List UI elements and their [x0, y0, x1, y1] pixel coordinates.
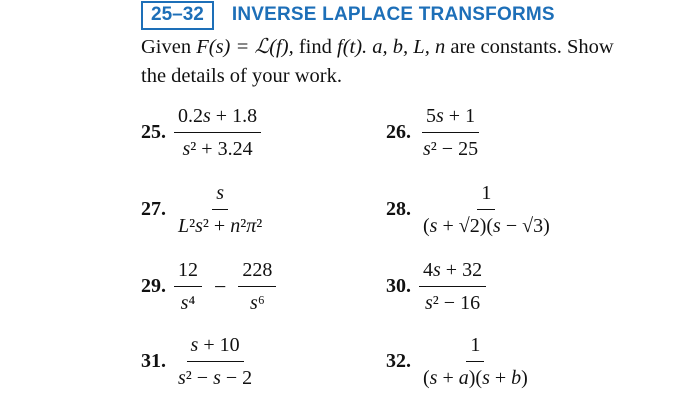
operator: − [214, 273, 227, 299]
problem-fraction [419, 332, 532, 391]
instructions [141, 33, 686, 91]
denominator: s² − 16 [425, 292, 481, 314]
denominator: s⁶ [250, 292, 265, 314]
problem-fraction [419, 103, 482, 162]
problem-32 [386, 332, 534, 391]
problem-fraction [174, 103, 261, 162]
numerator: 1 [477, 180, 495, 210]
numerator: 4s + 32 [419, 257, 486, 287]
problem-fraction-term2 [238, 257, 276, 316]
problem-fraction [174, 180, 266, 239]
problem-fraction [174, 332, 256, 391]
section-header [141, 0, 555, 30]
instr-consts: a, b, L, n [372, 36, 446, 58]
numerator: 12 [174, 257, 202, 287]
denominator: s² + 3.24 [182, 138, 253, 160]
numerator: 228 [238, 257, 276, 287]
problem-number: 30. [386, 275, 411, 297]
problem-number: 29. [141, 275, 166, 297]
problem-fraction-term1 [174, 257, 202, 316]
problem-number: 28. [386, 198, 411, 220]
numerator: 5s + 1 [422, 103, 479, 133]
problem-30 [386, 257, 488, 316]
numerator: 1 [466, 332, 484, 362]
numerator: s + 10 [187, 332, 244, 362]
problem-number: 32. [386, 350, 411, 372]
section-range: 25–32 [141, 1, 214, 30]
denominator: s⁴ [180, 292, 196, 314]
problem-27 [141, 180, 268, 239]
problem-fraction [419, 180, 554, 239]
problem-26 [386, 103, 484, 162]
problem-29 [141, 257, 278, 316]
problem-31 [141, 332, 258, 391]
denominator: s² − s − 2 [178, 367, 253, 389]
problem-number: 31. [141, 350, 166, 372]
numerator: s [212, 180, 228, 210]
numerator: 0.2s + 1.8 [174, 103, 261, 133]
instr-target: f(t). [337, 36, 368, 58]
denominator: (s + √2)(s − √3) [423, 215, 550, 237]
problem-28 [386, 180, 556, 239]
instr-tail: are constants. Show [450, 36, 614, 58]
instr-line2: the details of your work. [141, 65, 342, 87]
problem-number: 25. [141, 121, 166, 143]
problem-25 [141, 103, 263, 162]
instr-expr: F(s) = ℒ(f), [196, 36, 294, 58]
instr-given: Given [141, 36, 192, 58]
problem-number: 27. [141, 198, 166, 220]
instr-find: find [298, 36, 332, 58]
problem-fraction [419, 257, 486, 316]
problem-number: 26. [386, 121, 411, 143]
section-title: INVERSE LAPLACE TRANSFORMS [231, 4, 555, 25]
denominator: s² − 25 [423, 138, 479, 160]
denominator: L²s² + n²π² [178, 215, 263, 237]
denominator: (s + a)(s + b) [423, 367, 528, 389]
